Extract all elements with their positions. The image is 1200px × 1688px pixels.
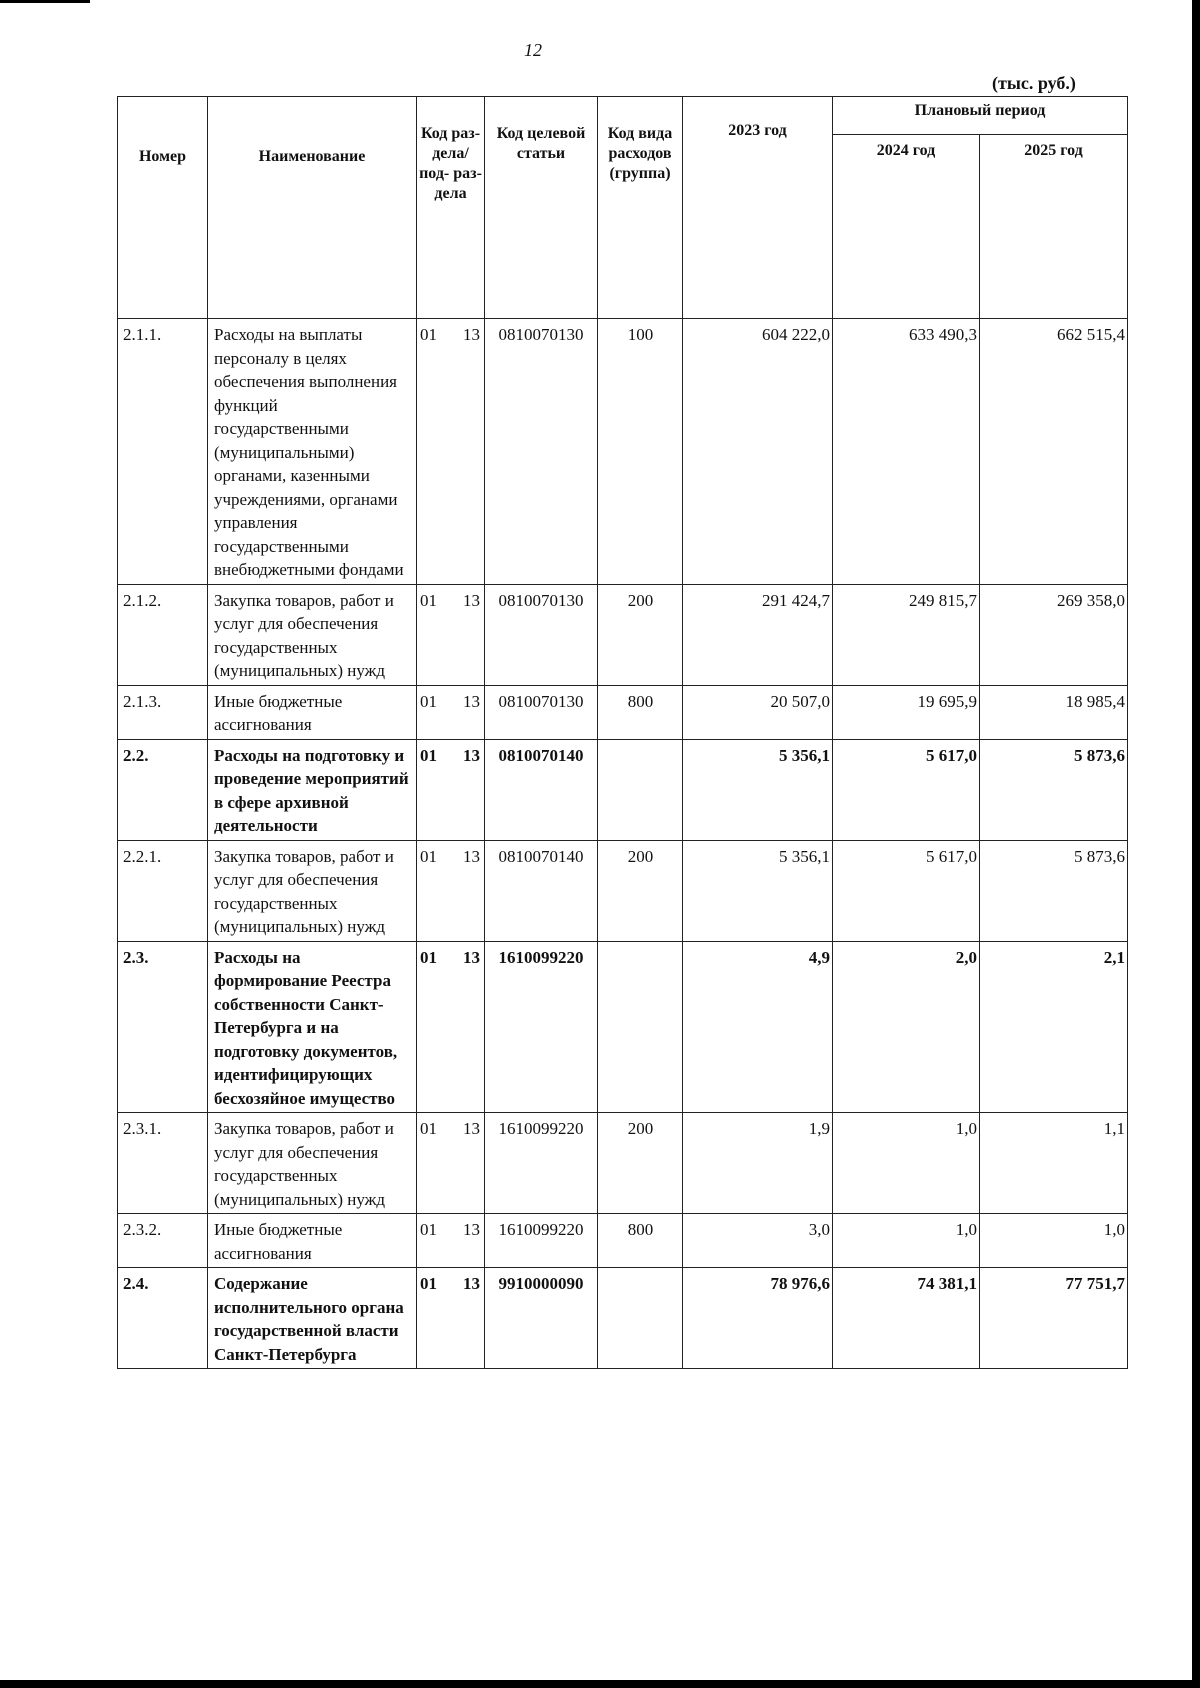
cell-expense-type: 200 <box>598 584 683 685</box>
cell-amount-2023: 78 976,6 <box>683 1268 833 1369</box>
units-label: (тыс. руб.) <box>992 73 1076 93</box>
cell-target-code: 0810070140 <box>485 840 598 941</box>
cell-number: 2.2.1. <box>118 840 208 941</box>
cell-section <box>417 1268 485 1369</box>
budget-table <box>117 96 1128 1369</box>
header-number: Номер <box>118 97 208 319</box>
cell-amount-2025: 77 751,7 <box>980 1268 1128 1369</box>
header-year-2024: 2024 год <box>833 135 980 319</box>
cell-expense-type: 200 <box>598 1113 683 1214</box>
cell-amount-2025: 18 985,4 <box>980 685 1128 739</box>
table-row <box>118 584 1128 685</box>
section-code: 01 <box>420 325 437 344</box>
cell-amount-2024: 2,0 <box>833 941 980 1113</box>
subsection-code: 13 <box>463 947 480 967</box>
table-body <box>118 319 1128 1369</box>
cell-amount-2025: 662 515,4 <box>980 319 1128 585</box>
section-code: 01 <box>420 1274 437 1293</box>
header-planned-period: Плановый период <box>833 97 1128 135</box>
cell-amount-2023: 604 222,0 <box>683 319 833 585</box>
top-rule <box>0 0 90 3</box>
cell-amount-2025: 269 358,0 <box>980 584 1128 685</box>
cell-name: Закупка товаров, работ и услуг для обеспечения государственных (муниципальных) нужд <box>208 1113 417 1214</box>
subsection-code: 13 <box>463 846 480 866</box>
cell-amount-2025: 1,1 <box>980 1113 1128 1214</box>
cell-amount-2023: 3,0 <box>683 1214 833 1268</box>
subsection-code: 13 <box>463 691 480 711</box>
section-code: 01 <box>420 846 437 866</box>
cell-target-code: 0810070130 <box>485 685 598 739</box>
cell-target-code: 1610099220 <box>485 1113 598 1214</box>
subsection-code: 13 <box>463 1119 480 1138</box>
cell-section <box>417 941 485 1113</box>
cell-amount-2023: 1,9 <box>683 1113 833 1214</box>
table-row <box>118 1268 1128 1369</box>
cell-name: Расходы на выплаты персоналу в целях обеспечения выполнения функций государственными (муниципальными) органами, казенными учреждениями, органами управления государственными внебюджетными фондами <box>208 319 417 585</box>
header-year-2023: 2023 год <box>683 97 833 319</box>
cell-name: Закупка товаров, работ и услуг для обеспечения государственных (муниципальных) нужд <box>208 840 417 941</box>
cell-number: 2.1.1. <box>118 319 208 585</box>
cell-expense-type: 100 <box>598 319 683 585</box>
cell-number: 2.4. <box>118 1268 208 1369</box>
cell-amount-2023: 5 356,1 <box>683 840 833 941</box>
cell-expense-type <box>598 739 683 840</box>
table-row <box>118 319 1128 585</box>
cell-name: Расходы на формирование Реестра собственности Санкт-Петербурга и на подготовку документов, идентифицирующих бесхозяйное имущество <box>208 941 417 1113</box>
table-row <box>118 941 1128 1113</box>
header-expense-type-code: Код вида расходов (группа) <box>598 97 683 319</box>
cell-amount-2025: 5 873,6 <box>980 739 1128 840</box>
cell-name: Иные бюджетные ассигнования <box>208 685 417 739</box>
cell-amount-2025: 1,0 <box>980 1214 1128 1268</box>
cell-expense-type <box>598 941 683 1113</box>
cell-number: 2.3.2. <box>118 1214 208 1268</box>
cell-amount-2025: 5 873,6 <box>980 840 1128 941</box>
cell-target-code: 1610099220 <box>485 1214 598 1268</box>
cell-number: 2.3. <box>118 941 208 1113</box>
cell-amount-2023: 4,9 <box>683 941 833 1113</box>
cell-target-code: 9910000090 <box>485 1268 598 1369</box>
section-code: 01 <box>420 1220 437 1239</box>
header-name: Наименование <box>208 97 417 319</box>
cell-amount-2024: 1,0 <box>833 1113 980 1214</box>
cell-section <box>417 739 485 840</box>
cell-name: Иные бюджетные ассигнования <box>208 1214 417 1268</box>
cell-amount-2024: 74 381,1 <box>833 1268 980 1369</box>
subsection-code: 13 <box>463 1274 480 1293</box>
header-target-code: Код целевой статьи <box>485 97 598 319</box>
table-row <box>118 1214 1128 1268</box>
cell-amount-2024: 249 815,7 <box>833 584 980 685</box>
cell-expense-type: 800 <box>598 685 683 739</box>
section-code: 01 <box>420 590 437 610</box>
cell-amount-2023: 291 424,7 <box>683 584 833 685</box>
cell-amount-2024: 19 695,9 <box>833 685 980 739</box>
section-code: 01 <box>420 1119 437 1138</box>
subsection-code: 13 <box>463 325 480 344</box>
subsection-code: 13 <box>463 745 480 765</box>
cell-section <box>417 1113 485 1214</box>
cell-target-code: 0810070130 <box>485 319 598 585</box>
section-code: 01 <box>420 947 437 967</box>
cell-number: 2.1.3. <box>118 685 208 739</box>
cell-target-code: 1610099220 <box>485 941 598 1113</box>
cell-number: 2.1.2. <box>118 584 208 685</box>
cell-amount-2023: 5 356,1 <box>683 739 833 840</box>
cell-amount-2024: 5 617,0 <box>833 840 980 941</box>
cell-amount-2025: 2,1 <box>980 941 1128 1113</box>
section-code: 01 <box>420 745 437 765</box>
table-row <box>118 685 1128 739</box>
cell-expense-type: 800 <box>598 1214 683 1268</box>
cell-number: 2.3.1. <box>118 1113 208 1214</box>
cell-target-code: 0810070140 <box>485 739 598 840</box>
cell-name: Закупка товаров, работ и услуг для обеспечения государственных (муниципальных) нужд <box>208 584 417 685</box>
table-row <box>118 739 1128 840</box>
cell-amount-2024: 633 490,3 <box>833 319 980 585</box>
cell-target-code: 0810070130 <box>485 584 598 685</box>
cell-amount-2023: 20 507,0 <box>683 685 833 739</box>
section-code: 01 <box>420 691 437 711</box>
cell-number: 2.2. <box>118 739 208 840</box>
header-year-2025: 2025 год <box>980 135 1128 319</box>
cell-amount-2024: 5 617,0 <box>833 739 980 840</box>
table-row <box>118 1113 1128 1214</box>
cell-name: Расходы на подготовку и проведение мероприятий в сфере архивной деятельности <box>208 739 417 840</box>
cell-section <box>417 1214 485 1268</box>
subsection-code: 13 <box>463 590 480 610</box>
cell-expense-type: 200 <box>598 840 683 941</box>
table-row <box>118 840 1128 941</box>
cell-section <box>417 319 485 585</box>
cell-expense-type <box>598 1268 683 1369</box>
cell-amount-2024: 1,0 <box>833 1214 980 1268</box>
cell-name: Содержание исполнительного органа государственной власти Санкт-Петербурга <box>208 1268 417 1369</box>
cell-section <box>417 840 485 941</box>
header-section-code: Код раз- дела/ под- раз- дела <box>417 97 485 319</box>
subsection-code: 13 <box>463 1220 480 1239</box>
page-number: 12 <box>524 40 542 60</box>
cell-section <box>417 584 485 685</box>
scan-border-right <box>1192 0 1200 1688</box>
cell-section <box>417 685 485 739</box>
scan-border-bottom <box>0 1680 1200 1688</box>
